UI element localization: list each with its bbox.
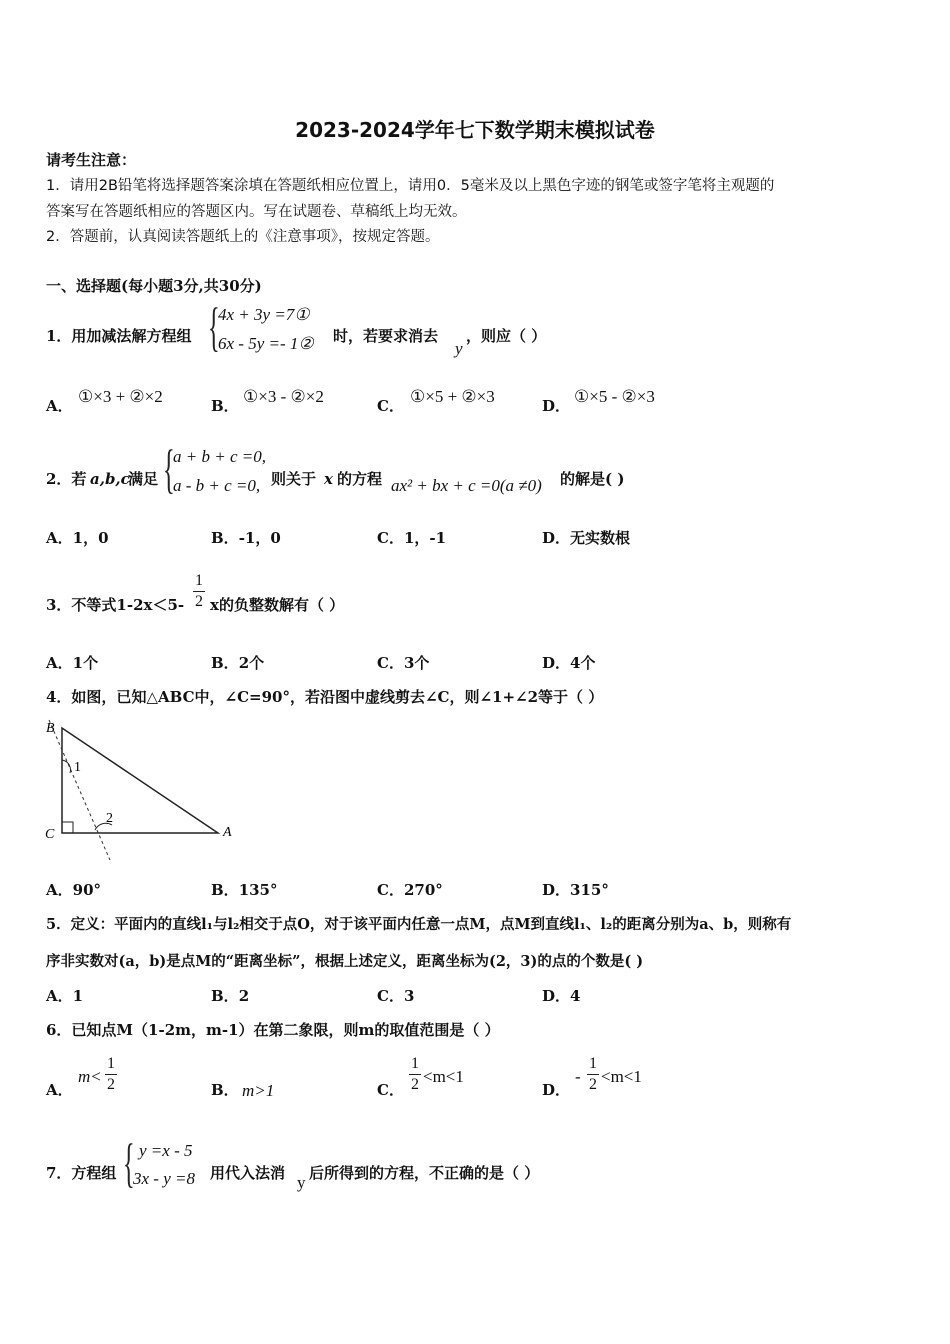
- q1-var: y: [455, 339, 463, 358]
- page-title: 2023-2024学年七下数学期末模拟试卷: [295, 118, 655, 142]
- right-angle-mark: [62, 822, 73, 833]
- q3-stem: 3．不等式1-2x＜5-: [46, 596, 185, 614]
- q1-option-a-label: A．: [46, 397, 73, 415]
- q1-option-c-label: C．: [377, 397, 404, 415]
- q1-option-a[interactable]: ①×3 + ②×2: [78, 387, 163, 406]
- q2-option-b[interactable]: B．-1，0: [211, 529, 281, 547]
- triangle-abc: [62, 728, 218, 833]
- q5-stem-line2: 序非实数对(a，b)是点M的“距离坐标”，根据上述定义，距离坐标为(2，3)的点的个数是( ): [46, 953, 644, 970]
- q5-option-c[interactable]: C．3: [377, 987, 415, 1005]
- q1-after: 时，若要求消去: [333, 327, 439, 345]
- label-a: A: [223, 825, 232, 840]
- q4-option-b[interactable]: B．135°: [211, 881, 278, 899]
- q6-option-d-fraction: 1 2: [589, 1055, 597, 1093]
- q6-option-c-fraction: 1 2: [411, 1055, 419, 1093]
- q1-option-c[interactable]: ①×5 + ②×3: [410, 387, 495, 406]
- q6-option-b[interactable]: m>1: [242, 1081, 275, 1100]
- q6-option-c[interactable]: <m<1: [423, 1067, 464, 1086]
- q4-option-a[interactable]: A．90°: [46, 881, 102, 899]
- q6-option-a-fraction: 1 2: [107, 1055, 115, 1093]
- exam-page: 2023-2024学年七下数学期末模拟试卷 请考生注意： 1．请用2B铅笔将选择题答案涂填在答题纸相应位置上，请用0．5毫米及以上黑色字迹的钢笔或签字笔将主观题的 答案写在答题纸相应的答题区内。写在试题卷、草稿纸上均无效。 2．答题前，认真阅读答题纸上的《注意事项》，按规定答题。 一、选择题(每小题3分,共30分) 1．用加减法解方程组 { 4x + 3y =7① 6x - 5y =- 1② 时，若要求消去 y ，则应（ ） A． ①×3 + ②×2 B． ①×3 - ②×2 C． ①×5 + ②×3 D． ①×5 - ②×3 2．若 a,b,c 满足 { a + b + c =0, a - b + c =0, 则关于 x 的方程 ax² + bx + c =0(a ≠0) 的解是( ) A．1，0 B．-1，0 C．1，-1 D．无实数根 3．不等式1-2x＜5- 1 2 x的负整数解有（ ） A．1个 B．2个 C．3个 D．4个 4．如图，已知△ABC中，∠C=90°，若沿图中虚线剪去∠C，则∠1+∠2等于（ ） B C A 1 2 A．90° B．135° C．270° D．315° 5．定义：平面内的直线l₁与l₂相交于点O，对于该平面内任意一点M，点M到直线l₁、l₂的距离分别为a、b，则称有 序非实数对(a，b)是点M的“距离坐标”，根据上述定义，距离坐标为(2，3)的点的个数是( ) A．1 B．2 C．3 D．4 6．已知点M（1-2m，m-1）在第二象限，则m的取值范围是（ ） A． m< 1 2 B． m>1 C． 1 2 <m<1 D． - 1 2 <m<1 7．方程组 { y =x - 5 3x - y =8 用代入法消 y 后所得到的方程，不正确的是（ ）: [0, 0, 950, 1344]
- q2-x: x: [324, 470, 333, 488]
- q3-fraction: 1 2: [195, 572, 203, 610]
- q7-eq1: y =x - 5: [139, 1141, 193, 1160]
- q7-var: y: [297, 1173, 306, 1192]
- q6-option-c-label: C．: [377, 1081, 404, 1099]
- q2-after: 则关于: [271, 470, 317, 488]
- q1-end: ，则应（ ）: [466, 327, 547, 345]
- q1-eq1: 4x + 3y =7①: [218, 305, 310, 324]
- q3-option-d[interactable]: D．4个: [542, 654, 596, 672]
- q5-stem-line1: 5．定义：平面内的直线l₁与l₂相交于点O，对于该平面内任意一点M，点M到直线l₁、l₂的距离分别为a、b，则称有: [46, 916, 792, 933]
- q3-option-a[interactable]: A．1个: [46, 654, 99, 672]
- q3-option-b[interactable]: B．2个: [211, 654, 265, 672]
- q7-end: 后所得到的方程，不正确的是（ ）: [309, 1164, 540, 1182]
- q2-option-c[interactable]: C．1，-1: [377, 529, 447, 547]
- label-b: B: [46, 721, 55, 736]
- q2-after2: 的方程: [337, 470, 383, 488]
- section-heading: 一、选择题(每小题3分,共30分): [46, 277, 262, 295]
- q1-option-b[interactable]: ①×3 - ②×2: [243, 387, 324, 406]
- q2-vars: a,b,c: [90, 470, 130, 488]
- q2-eq1: a + b + c =0,: [173, 447, 266, 466]
- label-angle-2: 2: [106, 811, 113, 826]
- q6-option-d-sign: -: [575, 1067, 581, 1086]
- q1-option-d-label: D．: [542, 397, 571, 415]
- q6-option-a-label: A．: [46, 1081, 73, 1099]
- notice-heading: 请考生注意：: [46, 151, 137, 169]
- q2-stem: 2．若: [46, 470, 87, 488]
- q1-option-b-label: B．: [211, 397, 239, 415]
- q7-stem: 7．方程组: [46, 1164, 117, 1182]
- q5-option-a[interactable]: A．1: [46, 987, 84, 1005]
- q1-eq2: 6x - 5y =- 1②: [218, 334, 314, 353]
- cut-line: [49, 720, 110, 860]
- q5-option-d[interactable]: D．4: [542, 987, 581, 1005]
- notice-line: 2．答题前，认真阅读答题纸上的《注意事项》，按规定答题。: [46, 229, 440, 245]
- q6-option-d-label: D．: [542, 1081, 571, 1099]
- q6-option-a[interactable]: m<: [78, 1067, 102, 1086]
- q3-after: x的负整数解有（ ）: [210, 596, 345, 614]
- q2-eq2: a - b + c =0,: [173, 476, 261, 495]
- label-c: C: [45, 827, 55, 842]
- q7-eq2: 3x - y =8: [133, 1169, 195, 1188]
- notice-line: 1．请用2B铅笔将选择题答案涂填在答题纸相应位置上，请用0．5毫米及以上黑色字迹的钢笔或签字笔将主观题的: [46, 178, 775, 194]
- q4-option-d[interactable]: D．315°: [542, 881, 609, 899]
- q1-option-d[interactable]: ①×5 - ②×3: [574, 387, 655, 406]
- q2-mid: 满足: [128, 470, 159, 488]
- q4-stem: 4．如图，已知△ABC中，∠C=90°，若沿图中虚线剪去∠C，则∠1+∠2等于（ ）: [46, 688, 604, 706]
- q6-stem: 6．已知点M（1-2m，m-1）在第二象限，则m的取值范围是（ ）: [46, 1021, 500, 1039]
- q2-equation: ax² + bx + c =0(a ≠0): [391, 476, 542, 495]
- q7-after: 用代入法消: [210, 1164, 286, 1182]
- q1-stem: 1．用加减法解方程组: [46, 327, 192, 345]
- q3-option-c[interactable]: C．3个: [377, 654, 430, 672]
- notice-line: 答案写在答题纸相应的答题区内。写在试题卷、草稿纸上均无效。: [46, 204, 467, 220]
- q5-option-b[interactable]: B．2: [211, 987, 250, 1005]
- q6-option-d[interactable]: <m<1: [601, 1067, 642, 1086]
- label-angle-1: 1: [74, 760, 81, 775]
- q4-option-c[interactable]: C．270°: [377, 881, 443, 899]
- q2-option-d[interactable]: D．无实数根: [542, 529, 631, 547]
- q6-option-b-label: B．: [211, 1081, 239, 1099]
- q2-end: 的解是( ): [560, 470, 625, 488]
- q2-option-a[interactable]: A．1，0: [46, 529, 109, 547]
